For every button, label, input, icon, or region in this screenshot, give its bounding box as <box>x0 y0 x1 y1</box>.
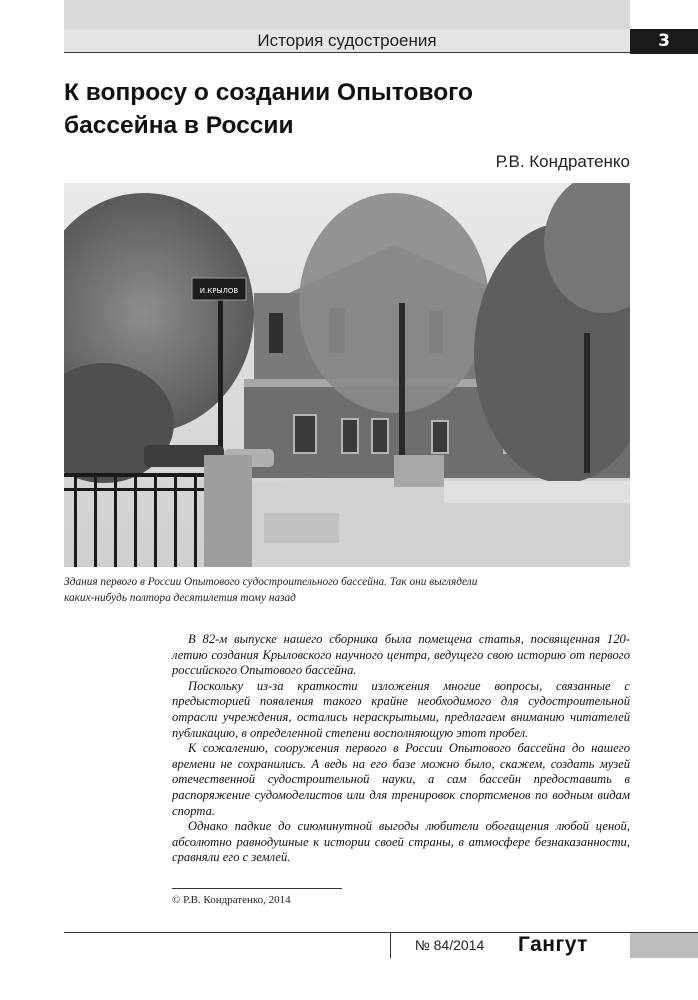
footnote-divider <box>172 888 342 889</box>
article-title-line1: К вопросу о создании Опытового <box>64 79 474 106</box>
paragraph: К сожалению, сооружения первого в России Опытового бассейна до нашего времени не сохранились. А ведь на его базе можно было, скажем, создать музей отечественной судостроительной науки, а сам бассейн предоставить в распоряжение судомоделистов или для тренировок спортсменов по водным видам спорта. <box>172 741 630 818</box>
paragraph: В 82-м выпуске нашего сборника была помещена статья, посвященная 120-летию создания Крыловского научного центра, ведущего свою историю от первого российского Опытового бассейна. <box>172 632 630 678</box>
paragraph: Поскольку из-за краткости изложения многие вопросы, связанные с предысторией появления такого крайне необходимого для судостроительной отрасли учреждения, остались нераскрытыми, предлагаем вниманию читателей публикацию, в определенной степени восполняющую этот пробел. <box>172 678 630 740</box>
paragraph: Однако падкие до сиюминутной выгоды любители обогащения любой ценой, абсолютно равнодушные к истории своей страны, в атмосфере безнаказанности, сравняли его с землей. <box>172 819 630 865</box>
street-sign-text: И.КРЫЛОВ <box>199 287 239 295</box>
magazine-logo: Гангут <box>518 933 588 956</box>
footer-gray-block <box>630 933 698 958</box>
photo-caption-line1: Здания первого в России Опытового судостроительного бассейна. Так они выглядели <box>64 576 478 588</box>
photo-caption <box>64 574 630 606</box>
author: Р.В. Кондратенко <box>495 152 630 171</box>
issue-number: № 84/2014 <box>390 933 508 958</box>
article-body <box>172 632 630 866</box>
photo-caption-line2: каких-нибудь полтора десятилетия тому назад <box>64 592 296 604</box>
page-number: 3 <box>630 29 698 54</box>
article-title-line2: бассейна в России <box>64 112 294 139</box>
copyright-footnote: © Р.В. Кондратенко, 2014 <box>172 894 291 906</box>
section-title: История судостроения <box>257 31 437 50</box>
building-photo <box>64 183 630 567</box>
article-title <box>64 76 624 142</box>
building-photo-drawing <box>64 183 630 567</box>
footer-divider <box>64 932 698 933</box>
top-gray-bar <box>64 0 630 29</box>
